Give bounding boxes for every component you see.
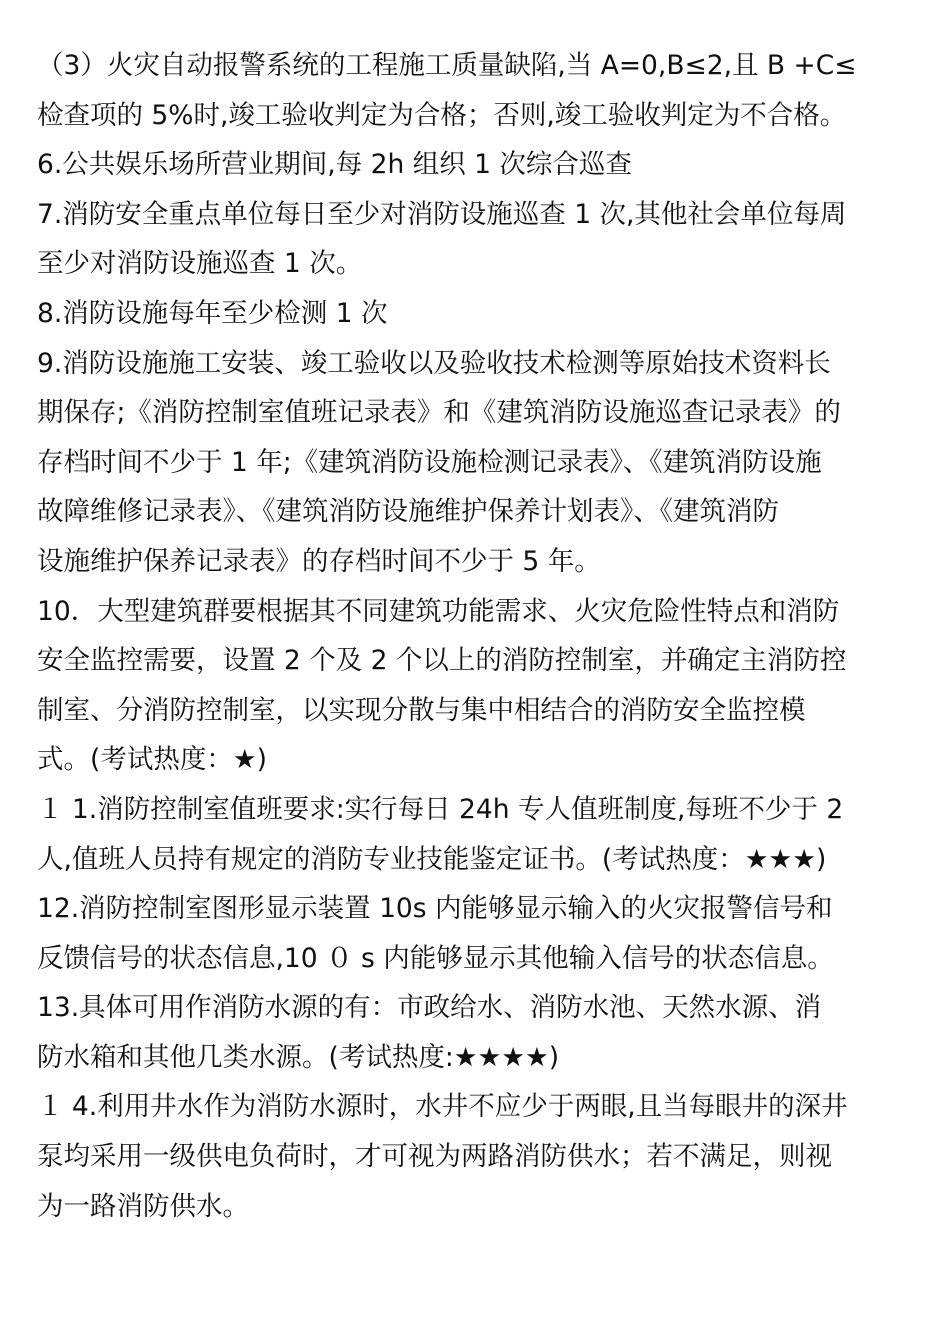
text-line: 13.具体可用作消防水源的有：市政给水、消防水池、天然水源、消 [37,992,822,1024]
text-line: 反馈信号的状态信息,10 ０ s 内能够显示其他输入信号的状态信息。 [37,942,834,974]
text-line: 至少对消防设施巡查 1 次。 [37,248,363,280]
text-line: 泵均采用一级供电负荷时，才可视为两路消防供水；若不满足，则视 [37,1141,832,1173]
document-body [37,41,915,1231]
text-line: 安全监控需要，设置 2 个及 2 个以上的消防控制室，并确定主消防控 [37,645,847,677]
text-line: 期保存;《消防控制室值班记录表》和《建筑消防设施巡查记录表》的 [37,397,841,429]
text-line: 检查项的 5%时,竣工验收判定为合格；否则,竣工验收判定为不合格。 [37,99,847,131]
text-line: 制室、分消防控制室，以实现分散与集中相结合的消防安全监控模 [37,694,806,726]
text-line: 9.消防设施施工安装、竣工验收以及验收技术检测等原始技术资料长 [37,347,831,379]
text-line: （3）火灾自动报警系统的工程施工质量缺陷,当 A=0,B≤2,且 B +C≤ [37,50,857,81]
text-line: 防水箱和其他几类水源。(考试热度:★★★★) [37,1041,560,1073]
text-line: 8.消防设施每年至少检测 1 次 [37,297,388,329]
text-line: 故障维修记录表》、《建筑消防设施维护保养计划表》、《建筑消防 [37,496,779,528]
text-line: 12.消防控制室图形显示装置 10s 内能够显示输入的火灾报警信号和 [37,893,833,925]
text-line: 设施维护保养记录表》的存档时间不少于 5 年。 [37,545,601,577]
text-line: １ 4.利用井水作为消防水源时，水井不应少于两眼,且当每眼井的深井 [37,1091,848,1123]
text-line: 式。(考试热度：★) [37,744,267,776]
text-line: 7.消防安全重点单位每日至少对消防设施巡查 1 次,其他社会单位每周 [37,198,847,230]
text-line: １ 1.消防控制室值班要求:实行每日 24h 专人值班制度,每班不少于 2 [37,793,844,825]
text-line: 为一路消防供水。 [37,1190,249,1222]
text-line: 10．大型建筑群要根据其不同建筑功能需求、火灾危险性特点和消防 [37,595,840,627]
text-line: 人,值班人员持有规定的消防专业技能鉴定证书。(考试热度：★★★) [37,843,827,875]
text-line: 存档时间不少于 1 年;《建筑消防设施检测记录表》、《建筑消防设施 [37,446,822,478]
text-line: 6.公共娱乐场所营业期间,每 2h 组织 1 次综合巡查 [37,149,632,181]
